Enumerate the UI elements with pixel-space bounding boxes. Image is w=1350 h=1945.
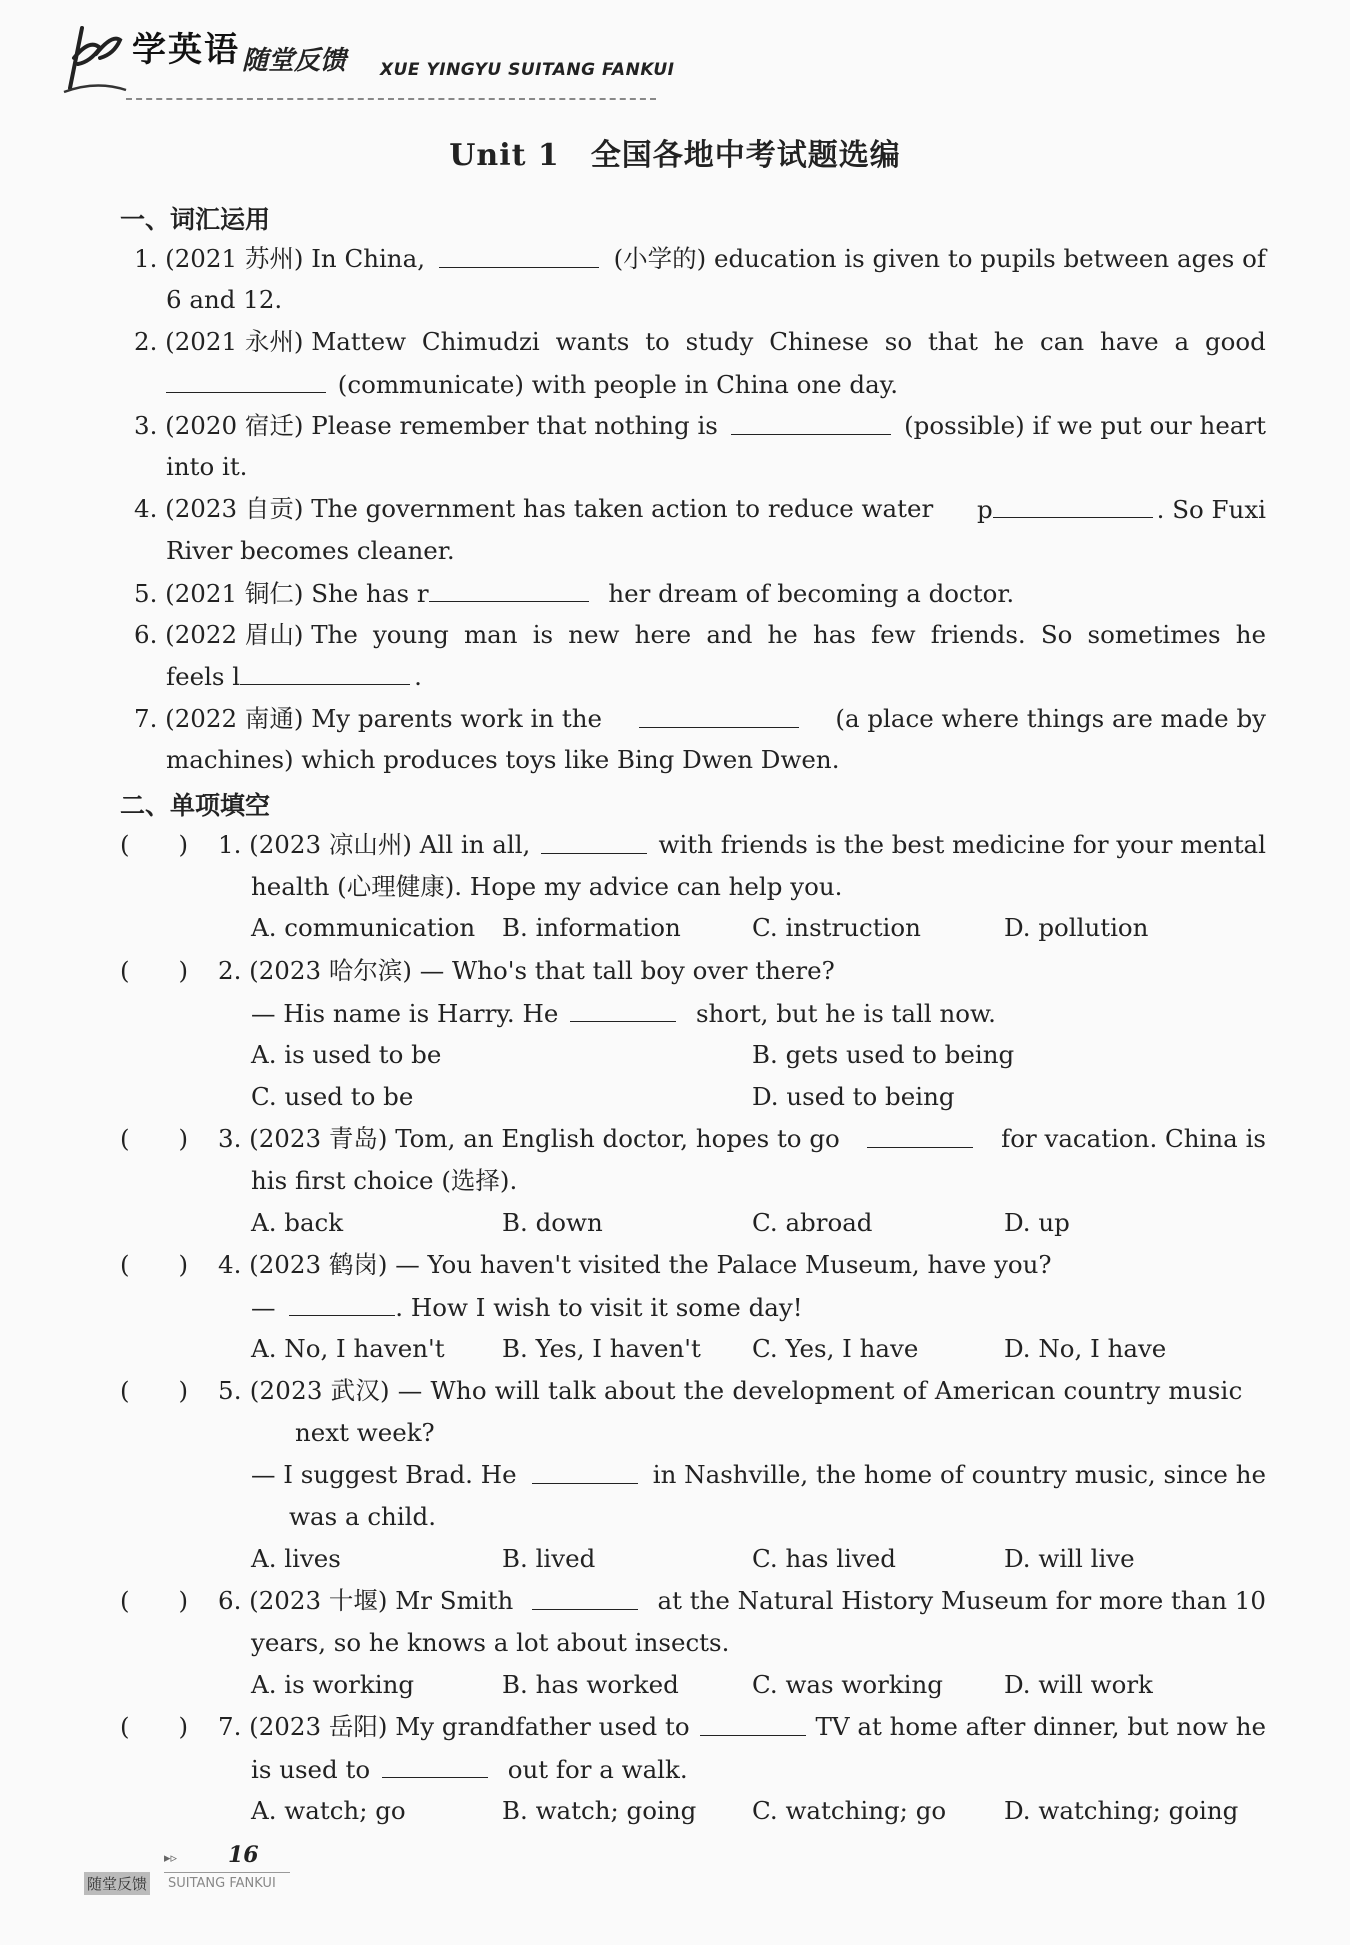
question-word: 6. (2022 眉山) The — [134, 620, 358, 649]
question-word: can — [1040, 327, 1085, 356]
question-word: 2. (2021 永州) Mattew — [134, 327, 407, 356]
answer-blank[interactable] — [570, 997, 676, 1022]
question-word: So — [1040, 620, 1073, 649]
answer-paren[interactable]: ( ) — [120, 1586, 189, 1615]
option-c[interactable]: C. was working — [752, 1670, 943, 1699]
question-text: feels — [166, 662, 225, 691]
question-text: . So Fuxi — [1156, 495, 1266, 524]
question-word: good — [1204, 327, 1266, 356]
answer-paren[interactable]: ( ) — [120, 1124, 189, 1153]
question-word: has — [812, 620, 856, 649]
mc-q2-line2 — [251, 997, 996, 1030]
section-title-vocabulary: 一、词汇运用 — [120, 205, 271, 234]
question-text: 2. (2023 哈尔滨) — Who's that tall boy over there? — [218, 956, 835, 985]
brand-logo-icon — [60, 18, 130, 96]
question-text: out for a walk. — [507, 1755, 688, 1784]
mc-q7 — [218, 1711, 1266, 1743]
question-text: TV at home after dinner, but now he — [815, 1712, 1266, 1741]
question-word: man — [463, 620, 518, 649]
question-text: 3. (2020 宿迁) Please remember that nothing is — [134, 411, 718, 440]
question-word: Chinese — [769, 327, 869, 356]
option-a[interactable]: A. No, I haven't — [251, 1334, 445, 1363]
question-word: wants — [555, 327, 630, 356]
answer-paren[interactable]: ( ) — [120, 1376, 189, 1405]
option-d[interactable]: D. pollution — [1004, 913, 1149, 942]
answer-blank[interactable] — [541, 829, 647, 854]
question-text: short, but he is tall now. — [695, 999, 996, 1028]
answer-blank[interactable] — [867, 1123, 973, 1148]
option-c[interactable]: C. watching; go — [752, 1796, 947, 1825]
footer-arrow-icon: ▸▹ — [164, 1851, 178, 1866]
question-word: have — [1099, 327, 1159, 356]
answer-paren[interactable]: ( ) — [120, 830, 189, 859]
option-c[interactable]: C. has lived — [752, 1544, 896, 1573]
option-a[interactable]: A. communication — [251, 913, 476, 942]
mc-q5-line3 — [251, 1459, 1266, 1491]
option-d[interactable]: D. watching; going — [1004, 1796, 1239, 1825]
footer-pinyin: SUITANG FANKUI — [168, 1876, 276, 1891]
option-b[interactable]: B. down — [502, 1208, 603, 1237]
option-b[interactable]: B. watch; going — [502, 1796, 697, 1825]
question-text: his first choice (选择). — [251, 1166, 518, 1195]
question-text: (a place where things are made by — [835, 704, 1266, 733]
question-word: new — [568, 620, 620, 649]
question-text: 5. (2023 武汉) — Who will talk about the development of American country music — [218, 1376, 1243, 1405]
option-c[interactable]: C. abroad — [752, 1208, 873, 1237]
question-text: in Nashville, the home of country music, since he — [652, 1460, 1266, 1489]
question-text: 5. (2021 铜仁) She has — [134, 579, 410, 608]
mc-q1 — [218, 829, 1266, 861]
question-text: with friends is the best medicine for your mental — [658, 830, 1266, 859]
mc-q6 — [218, 1585, 1266, 1617]
question-text: into it. — [166, 452, 248, 481]
option-d[interactable]: D. up — [1004, 1208, 1070, 1237]
page-title: Unit 1 全国各地中考试题选编 — [449, 138, 901, 173]
question-word: he — [767, 620, 798, 649]
brand-subtitle: 随堂反馈 — [242, 46, 347, 76]
option-b[interactable]: B. Yes, I haven't — [502, 1334, 701, 1363]
mc-q7-line2 — [251, 1753, 688, 1786]
answer-blank[interactable] — [429, 577, 589, 602]
question-text: (communicate) with people in China one day. — [337, 370, 899, 399]
question-word: is — [532, 620, 554, 649]
mc-q3 — [218, 1123, 1266, 1155]
question-word: to — [645, 327, 670, 356]
question-word: few — [871, 620, 916, 649]
footer-divider — [164, 1872, 290, 1873]
question-word: he — [993, 327, 1025, 356]
option-d[interactable]: D. will work — [1004, 1670, 1153, 1699]
question-text: . How I wish to visit it some day! — [395, 1293, 803, 1322]
vocab-q2 — [134, 326, 1266, 358]
question-text: 7. (2022 南通) My parents work in the — [134, 704, 603, 733]
option-d[interactable]: D. will live — [1004, 1544, 1135, 1573]
page-number: 16 — [228, 1842, 259, 1868]
question-text: 4. (2023 鹤岗) — You haven't visited the Palace Museum, have you? — [218, 1250, 1052, 1279]
question-text: 7. (2023 岳阳) My grandfather used to — [218, 1712, 690, 1741]
answer-blank[interactable] — [240, 660, 410, 685]
option-c[interactable]: C. instruction — [752, 913, 921, 942]
option-c[interactable]: C. Yes, I have — [752, 1334, 919, 1363]
option-d[interactable]: D. used to being — [752, 1082, 955, 1111]
question-text: . — [414, 662, 422, 691]
vocab-q7 — [134, 703, 1266, 735]
question-text: — — [251, 1293, 276, 1322]
vocab-q4 — [134, 493, 1266, 526]
page-header — [60, 18, 680, 98]
footer-badge: 随堂反馈 — [84, 1872, 150, 1895]
question-text: 4. (2023 自贡) The government has taken action to reduce water — [134, 494, 934, 523]
answer-blank[interactable] — [532, 1459, 638, 1484]
option-a[interactable]: A. is used to be — [251, 1040, 442, 1069]
vocab-q6-cont — [166, 660, 422, 693]
question-text: 1. (2021 苏州) In China, — [134, 244, 425, 273]
question-text: (小学的) education is given to pupils between ages of — [613, 244, 1266, 273]
question-word: that — [927, 327, 979, 356]
question-word: he — [1235, 620, 1266, 649]
question-text: 1. (2023 凉山州) All in all, — [218, 830, 531, 859]
option-a[interactable]: A. back — [251, 1208, 344, 1237]
answer-blank[interactable] — [289, 1291, 395, 1316]
question-text: — His name is Harry. He — [251, 999, 559, 1028]
question-word: sometimes — [1087, 620, 1221, 649]
option-b[interactable]: B. has worked — [502, 1670, 679, 1699]
answer-paren[interactable]: ( ) — [120, 1712, 189, 1741]
question-text: her dream of becoming a doctor. — [608, 579, 1015, 608]
mc-q4-line2 — [251, 1291, 803, 1324]
question-text: — I suggest Brad. He — [251, 1460, 517, 1489]
answer-blank[interactable] — [639, 703, 799, 728]
vocab-q6 — [134, 619, 1266, 651]
question-text: health (心理健康). Hope my advice can help you. — [251, 872, 843, 901]
question-text: is used to — [251, 1755, 371, 1784]
question-text: was a child. — [289, 1502, 436, 1531]
option-b[interactable]: B. lived — [502, 1544, 596, 1573]
question-word: study — [685, 327, 754, 356]
option-a[interactable]: A. is working — [251, 1670, 415, 1699]
brand-title: 学英语 — [132, 30, 240, 70]
question-word: and — [706, 620, 753, 649]
question-word: young — [372, 620, 449, 649]
option-b[interactable]: B. information — [502, 913, 681, 942]
question-word: here — [634, 620, 692, 649]
question-word: Chimudzi — [421, 327, 540, 356]
section-title-multiple-choice: 二、单项填空 — [120, 791, 271, 820]
question-text: 3. (2023 青岛) Tom, an English doctor, hopes to go — [218, 1124, 840, 1153]
answer-blank[interactable] — [439, 243, 599, 268]
question-text: 6 and 12. — [166, 285, 283, 314]
question-word: friends. — [930, 620, 1026, 649]
option-a[interactable]: A. lives — [251, 1544, 341, 1573]
hint-letter: l — [232, 662, 241, 691]
question-word: so — [884, 327, 913, 356]
question-text: machines) which produces toys like Bing Dwen Dwen. — [166, 745, 840, 774]
answer-blank[interactable] — [166, 368, 326, 393]
question-text: years, so he knows a lot about insects. — [251, 1628, 730, 1657]
option-d[interactable]: D. No, I have — [1004, 1334, 1167, 1363]
answer-paren[interactable]: ( ) — [120, 1250, 189, 1279]
vocab-q1 — [134, 243, 1266, 275]
question-text: (possible) if we put our heart — [904, 411, 1266, 440]
option-b[interactable]: B. gets used to being — [752, 1040, 1015, 1069]
header-divider — [126, 98, 656, 100]
vocab-q3 — [134, 410, 1266, 442]
question-text: next week? — [295, 1418, 435, 1447]
answer-blank[interactable] — [993, 493, 1153, 518]
question-text: at the Natural History Museum for more than 10 — [657, 1586, 1266, 1615]
answer-blank[interactable] — [532, 1585, 638, 1610]
option-a[interactable]: A. watch; go — [251, 1796, 406, 1825]
hint-letter: p — [976, 495, 993, 524]
vocab-q2-cont — [166, 368, 898, 401]
brand-pinyin: XUE YINGYU SUITANG FANKUI — [380, 60, 675, 80]
answer-blank[interactable] — [382, 1753, 488, 1778]
question-text: for vacation. China is — [1001, 1124, 1266, 1153]
hint-letter: r — [416, 579, 429, 608]
question-text: River becomes cleaner. — [166, 536, 455, 565]
vocab-q5 — [134, 577, 1014, 610]
question-text: 6. (2023 十堰) Mr Smith — [218, 1586, 514, 1615]
question-word: a — [1174, 327, 1190, 356]
answer-blank[interactable] — [700, 1711, 806, 1736]
answer-paren[interactable]: ( ) — [120, 956, 189, 985]
answer-blank[interactable] — [731, 410, 891, 435]
option-c[interactable]: C. used to be — [251, 1082, 414, 1111]
